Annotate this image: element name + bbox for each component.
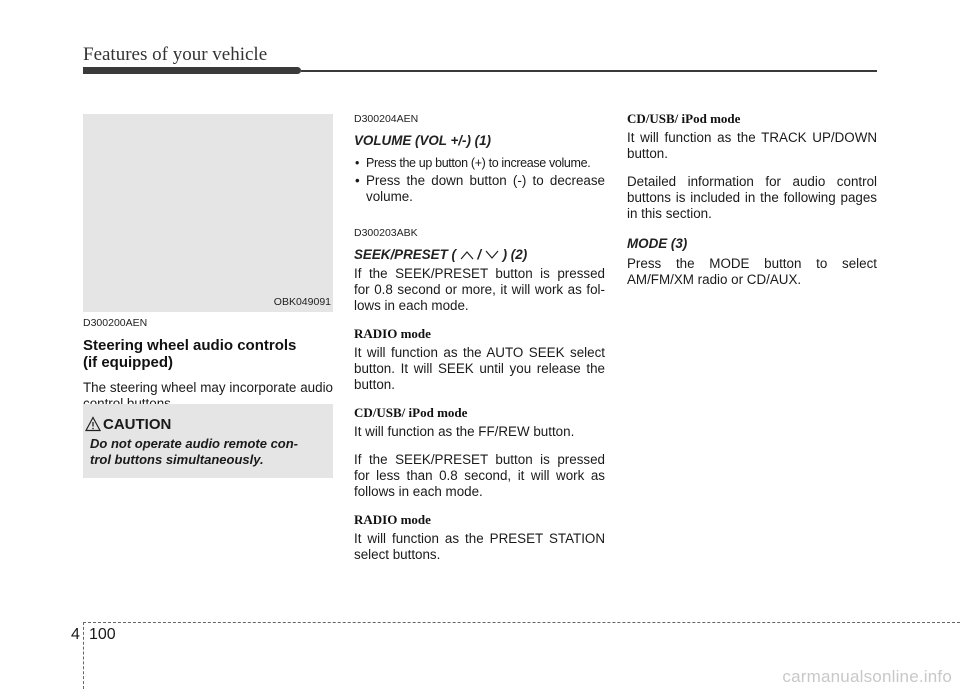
cd-mode-heading-1: CD/USB/ iPod mode	[354, 405, 468, 420]
radio-mode-text-1: It will function as the AUTO SEEK select button. It will SEEK until you release the button.	[354, 345, 605, 392]
mode-text: Press the MODE button to select AM/FM/XM radio or CD/AUX.	[627, 256, 877, 287]
watermark: carmanualsonline.info	[782, 667, 952, 686]
caution-text-line2: trol buttons simultaneously.	[90, 452, 264, 467]
seek-code: D300203ABK	[354, 227, 418, 239]
caution-box	[83, 404, 333, 478]
cd-mode-text-1: It will function as the FF/REW button.	[354, 424, 575, 439]
header-bar	[83, 67, 301, 74]
right-column	[627, 111, 877, 288]
cd-mode-heading-2: CD/USB/ iPod mode	[627, 111, 741, 126]
left-column	[83, 315, 333, 412]
seek-title	[354, 247, 605, 263]
section-heading-line2: (if equipped)	[83, 354, 173, 371]
steering-wheel-image	[83, 114, 333, 312]
caution-title: CAUTION	[103, 416, 172, 433]
page-number: 100	[89, 626, 116, 643]
header-rule	[301, 70, 877, 72]
caution-text-line1: Do not operate audio remote con-	[90, 436, 299, 451]
mode-title: MODE (3)	[627, 236, 688, 251]
volume-code: D300204AEN	[354, 113, 419, 125]
chevron-down-icon	[485, 250, 499, 260]
footer-divider	[83, 622, 84, 689]
chapter-number: 4	[71, 626, 80, 643]
section-heading	[83, 337, 333, 371]
section-code: D300200AEN	[83, 317, 148, 329]
caution-text	[90, 436, 326, 468]
seek-title-suffix: ) (2)	[502, 247, 528, 262]
image-code: OBK049091	[273, 296, 331, 308]
seek-short-paragraph: If the SEEK/PRESET button is pressed for less than 0.8 second, it will work as follows in each mode.	[354, 452, 605, 499]
radio-mode-text-2: It will function as the PRESET STATION select buttons.	[354, 531, 605, 562]
seek-title-prefix: SEEK/PRESET (	[354, 247, 456, 262]
radio-mode-heading-2: RADIO mode	[354, 512, 431, 527]
seek-title-sep: /	[477, 247, 482, 262]
footer-rule	[83, 622, 960, 623]
radio-mode-heading-1: RADIO mode	[354, 326, 431, 341]
detailed-info-paragraph: Detailed information for audio control buttons is included in the following pages in this section.	[627, 174, 877, 221]
page-header-title: Features of your vehicle	[83, 44, 268, 65]
seek-long-paragraph: If the SEEK/PRESET button is pressed for 0.8 second or more, it will work as fol-lows in each mode.	[354, 266, 605, 313]
volume-bullet-up: • Press the up button (+) to increase volume.	[354, 155, 605, 171]
intro-paragraph: The steering wheel may incorporate audio	[83, 380, 333, 395]
section-heading-line1: Steering wheel audio controls	[83, 337, 297, 354]
middle-column	[354, 111, 605, 563]
volume-bullet-down: • Press the down button (-) to decrease volume.	[354, 173, 605, 205]
warning-triangle-icon	[85, 416, 101, 432]
volume-title: VOLUME (VOL +/-) (1)	[354, 133, 492, 148]
cd-mode-text-2: It will function as the TRACK UP/DOWN button.	[627, 130, 877, 161]
chevron-up-icon	[460, 250, 474, 260]
